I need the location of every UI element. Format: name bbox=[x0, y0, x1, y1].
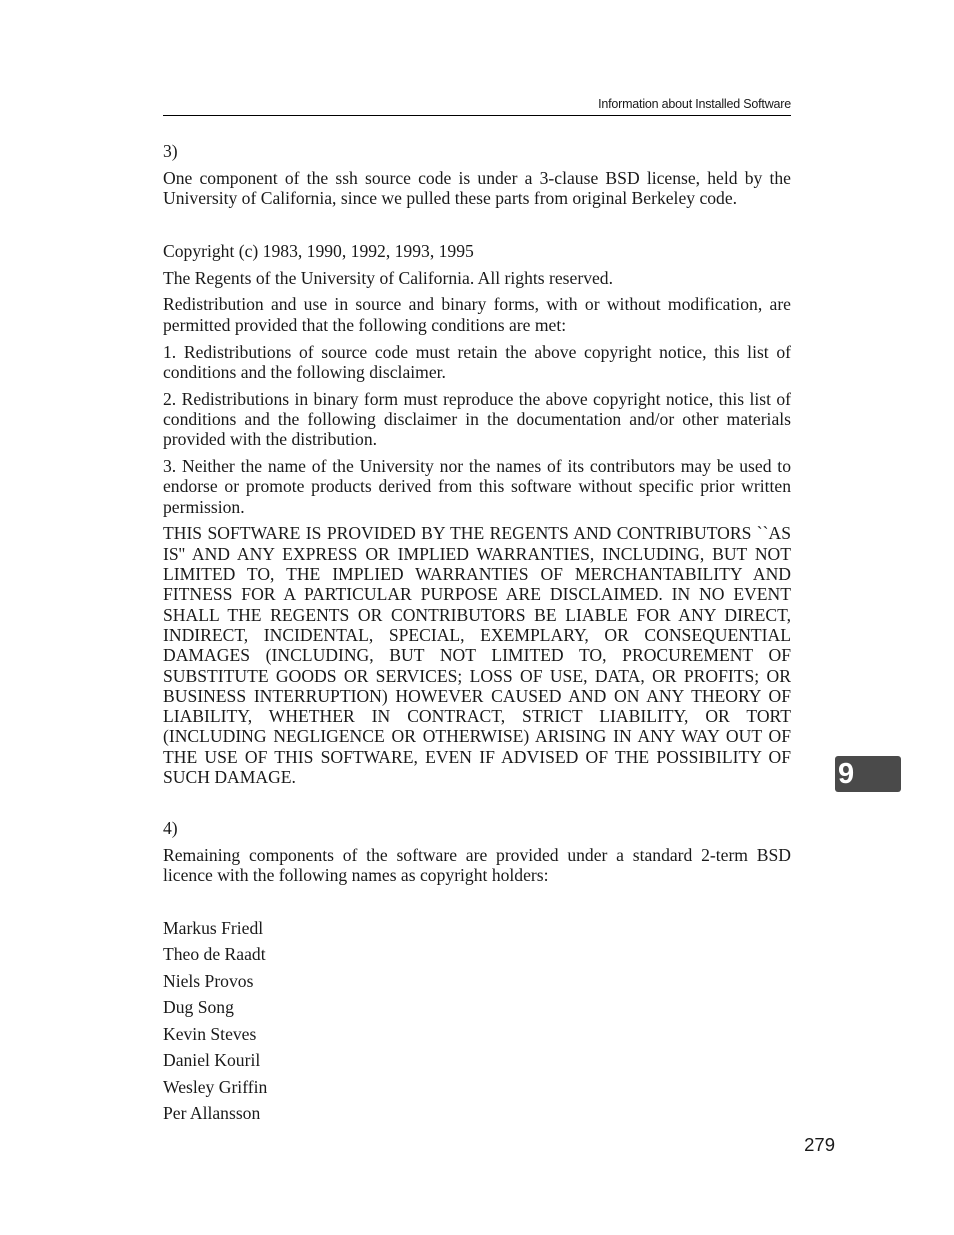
copyright-holder: The Regents of the University of California. All rights reserved. bbox=[163, 267, 613, 288]
running-header bbox=[163, 96, 791, 116]
section-3-intro: One component of the ssh source code is under a 3-clause BSD license, held by the University of California, since we pulled these parts from original Berkeley code. bbox=[163, 167, 791, 209]
spacer bbox=[163, 215, 791, 241]
chapter-tab bbox=[835, 756, 901, 792]
page-body bbox=[163, 141, 791, 1130]
list-item: Per Allansson bbox=[163, 1103, 261, 1124]
license-clause-1: 1. Redistributions of source code must retain the above copyright notice, this list of conditions and the following disclaimer. bbox=[163, 341, 791, 382]
license-clause-2: 2. Redistributions in binary form must reproduce the above copyright notice, this list of conditions and the following disclaimer in the documentation and/or other materials provided with the distribution. bbox=[163, 388, 791, 450]
running-header-title: Information about Installed Software bbox=[598, 97, 791, 111]
license-clause-3: 3. Neither the name of the University nor the names of its contributors may be used to endorse or promote products derived from this software without specific prior written permission. bbox=[163, 456, 791, 517]
list-item: Kevin Steves bbox=[163, 1023, 257, 1044]
conditions-intro: Redistribution and use in source and binary forms, with or without modification, are permitted provided that the following conditions are met: bbox=[163, 294, 791, 335]
spacer bbox=[163, 794, 791, 818]
list-item: Wesley Griffin bbox=[163, 1076, 268, 1097]
warranty-disclaimer: THIS SOFTWARE IS PROVIDED BY THE REGENTS AND CONTRIBUTORS ``AS IS'' AND ANY EXPRESS OR IMPLIED WARRANTIES, INCLUDING, BUT NOT LIMITED TO, THE IMPLIED WARRANTIES OF MERCHANTABILITY AND FITNESS FOR A PARTICULAR PURPOSE ARE DISCLAIMED. IN NO EVENT SHALL THE REGENTS OR CONTRIBUTORS BE LIABLE FOR ANY DIRECT, INDIRECT, INCIDENTAL, SPECIAL, EXEMPLARY, OR CONSEQUENTIAL DAMAGES (INCLUDING, BUT NOT LIMITED TO, PROCUREMENT OF SUBSTITUTE GOODS OR SERVICES; LOSS OF USE, DATA, OR PROFITS; OR BUSINESS INTERRUPTION) HOWEVER CAUSED AND ON ANY THEORY OF LIABILITY, WHETHER IN CONTRACT, STRICT LIABILITY, OR TORT (INCLUDING NEGLIGENCE OR OTHERWISE) ARISING IN ANY WAY OUT OF THE USE OF THIS SOFTWARE, EVEN IF ADVISED OF THE POSSIBILITY OF SUCH DAMAGE. bbox=[163, 523, 791, 788]
list-item: Niels Provos bbox=[163, 970, 254, 991]
list-item: Markus Friedl bbox=[163, 917, 264, 938]
chapter-number: 9 bbox=[838, 758, 855, 790]
list-item: Theo de Raadt bbox=[163, 944, 266, 965]
section-4-number: 4) bbox=[163, 817, 178, 838]
page-number: 279 bbox=[804, 1134, 835, 1155]
section-3-number: 3) bbox=[163, 141, 178, 161]
spacer bbox=[163, 892, 791, 918]
section-4-intro: Remaining components of the software are provided under a standard 2-term BSD licence with the following names as copyright holders: bbox=[163, 844, 791, 885]
list-item: Dug Song bbox=[163, 997, 234, 1018]
copyright-line: Copyright (c) 1983, 1990, 1992, 1993, 1995 bbox=[163, 240, 474, 261]
copyright-holder-list bbox=[163, 918, 791, 1124]
list-item: Daniel Kouril bbox=[163, 1050, 261, 1071]
